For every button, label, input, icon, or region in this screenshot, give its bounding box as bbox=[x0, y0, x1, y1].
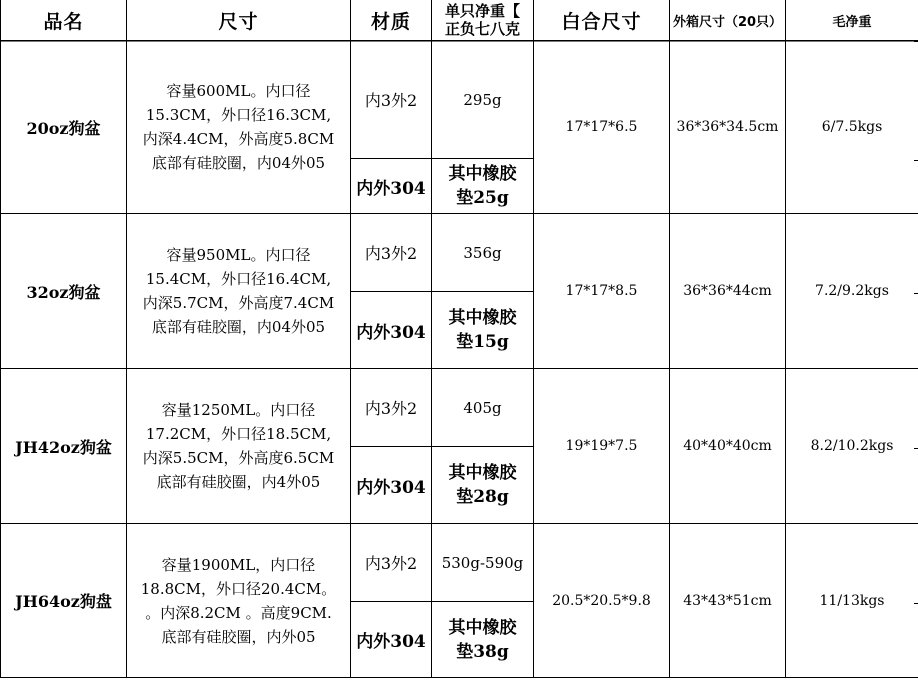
header-size[interactable]: 尺寸 bbox=[127, 0, 351, 41]
cell-box-size[interactable]: 19*19*7.5 bbox=[534, 369, 670, 524]
cell-material[interactable]: 内3外2 bbox=[351, 524, 432, 602]
cell-gross-weight[interactable]: 11/13kgs bbox=[786, 524, 918, 678]
header-net-weight-line2: 正负七八克 bbox=[444, 20, 520, 38]
weight-note-line: 垫38g bbox=[456, 641, 509, 662]
size-line: 内深4.4CM，外高度5.8CM bbox=[142, 130, 335, 148]
size-line: 内深5.5CM，外高度6.5CM bbox=[142, 449, 335, 467]
cell-product-name[interactable]: JH42oz狗盆 bbox=[1, 369, 127, 524]
cell-material[interactable]: 内外304 bbox=[351, 602, 432, 678]
weight-note-line: 其中橡胶 bbox=[448, 164, 517, 184]
cell-product-name[interactable]: 20oz狗盆 bbox=[1, 41, 127, 214]
cell-net-weight[interactable]: 405g bbox=[432, 369, 534, 447]
size-line: 底部有硅胶圈，内04外05 bbox=[151, 154, 326, 172]
weight-note-line: 其中橡胶 bbox=[448, 308, 517, 328]
weight-note-line: 其中橡胶 bbox=[448, 617, 517, 638]
cell-size[interactable] bbox=[127, 41, 351, 214]
cell-net-weight[interactable] bbox=[432, 159, 534, 214]
cell-carton-size[interactable]: 36*36*44cm bbox=[670, 214, 786, 369]
weight-note-line: 垫28g bbox=[456, 487, 509, 507]
table-row bbox=[1, 41, 918, 159]
cell-material[interactable]: 内外304 bbox=[351, 159, 432, 214]
header-material[interactable]: 材质 bbox=[351, 0, 432, 41]
cell-net-weight[interactable] bbox=[432, 602, 534, 678]
cell-net-weight[interactable]: 530g-590g bbox=[432, 524, 534, 602]
cell-net-weight[interactable] bbox=[432, 447, 534, 524]
size-line: 15.3CM，外口径16.3CM, bbox=[145, 106, 332, 124]
header-net-weight[interactable] bbox=[432, 0, 534, 41]
size-line: 18.8CM，外口径20.4CM。 bbox=[140, 579, 337, 598]
cell-carton-size[interactable]: 36*36*34.5cm bbox=[670, 41, 786, 214]
size-line: 底部有硅胶圈，内04外05 bbox=[151, 318, 326, 336]
cell-material[interactable]: 内3外2 bbox=[351, 41, 432, 159]
cell-box-size[interactable]: 20.5*20.5*9.8 bbox=[534, 524, 670, 678]
cell-size[interactable] bbox=[127, 214, 351, 369]
cell-material[interactable]: 内外304 bbox=[351, 292, 432, 369]
header-net-weight-line1: 单只净重【 bbox=[444, 2, 520, 20]
header-carton-size[interactable]: 外箱尺寸（20只） bbox=[670, 0, 786, 41]
header-box-size[interactable]: 白合尺寸 bbox=[534, 0, 670, 41]
cell-size[interactable] bbox=[127, 524, 351, 678]
cell-carton-size[interactable]: 43*43*51cm bbox=[670, 524, 786, 678]
weight-note-line: 垫25g bbox=[456, 188, 509, 208]
cell-net-weight[interactable] bbox=[432, 292, 534, 369]
size-line: 容量1900ML，内口径 bbox=[161, 555, 316, 574]
table-row bbox=[1, 214, 918, 292]
cell-box-size[interactable]: 17*17*6.5 bbox=[534, 41, 670, 214]
cell-material[interactable]: 内3外2 bbox=[351, 369, 432, 447]
table-row bbox=[1, 369, 918, 447]
cell-material[interactable]: 内外304 bbox=[351, 447, 432, 524]
size-line: 。内深8.2CM 。高度9CM. bbox=[145, 603, 332, 622]
size-line: 容量950ML。内口径 bbox=[166, 246, 311, 264]
cell-product-name[interactable]: 32oz狗盆 bbox=[1, 214, 127, 369]
cell-gross-weight[interactable]: 7.2/9.2kgs bbox=[786, 214, 918, 369]
size-line: 容量1250ML。内口径 bbox=[161, 401, 316, 419]
table-row bbox=[1, 524, 918, 602]
cell-gross-weight[interactable]: 8.2/10.2kgs bbox=[786, 369, 918, 524]
cell-product-name[interactable]: JH64oz狗盘 bbox=[1, 524, 127, 678]
weight-note-line: 垫15g bbox=[456, 332, 509, 352]
cell-net-weight[interactable]: 295g bbox=[432, 41, 534, 159]
size-line: 底部有硅胶圈，内外05 bbox=[161, 627, 316, 646]
cell-net-weight[interactable]: 356g bbox=[432, 214, 534, 292]
cell-size[interactable] bbox=[127, 369, 351, 524]
header-row bbox=[1, 0, 918, 41]
size-line: 底部有硅胶圈，内4外05 bbox=[156, 473, 321, 491]
size-line: 15.4CM，外口径16.4CM, bbox=[145, 270, 332, 288]
cell-box-size[interactable]: 17*17*8.5 bbox=[534, 214, 670, 369]
cell-gross-weight[interactable]: 6/7.5kgs bbox=[786, 41, 918, 214]
cell-carton-size[interactable]: 40*40*40cm bbox=[670, 369, 786, 524]
header-name[interactable]: 品名 bbox=[1, 0, 127, 41]
cell-material[interactable]: 内3外2 bbox=[351, 214, 432, 292]
header-gross-net-weight[interactable]: 毛净重 bbox=[786, 0, 918, 41]
size-line: 17.2CM，外口径18.5CM, bbox=[145, 425, 332, 443]
size-line: 内深5.7CM，外高度7.4CM bbox=[142, 294, 335, 312]
size-line: 容量600ML。内口径 bbox=[166, 82, 311, 100]
weight-note-line: 其中橡胶 bbox=[448, 463, 517, 483]
